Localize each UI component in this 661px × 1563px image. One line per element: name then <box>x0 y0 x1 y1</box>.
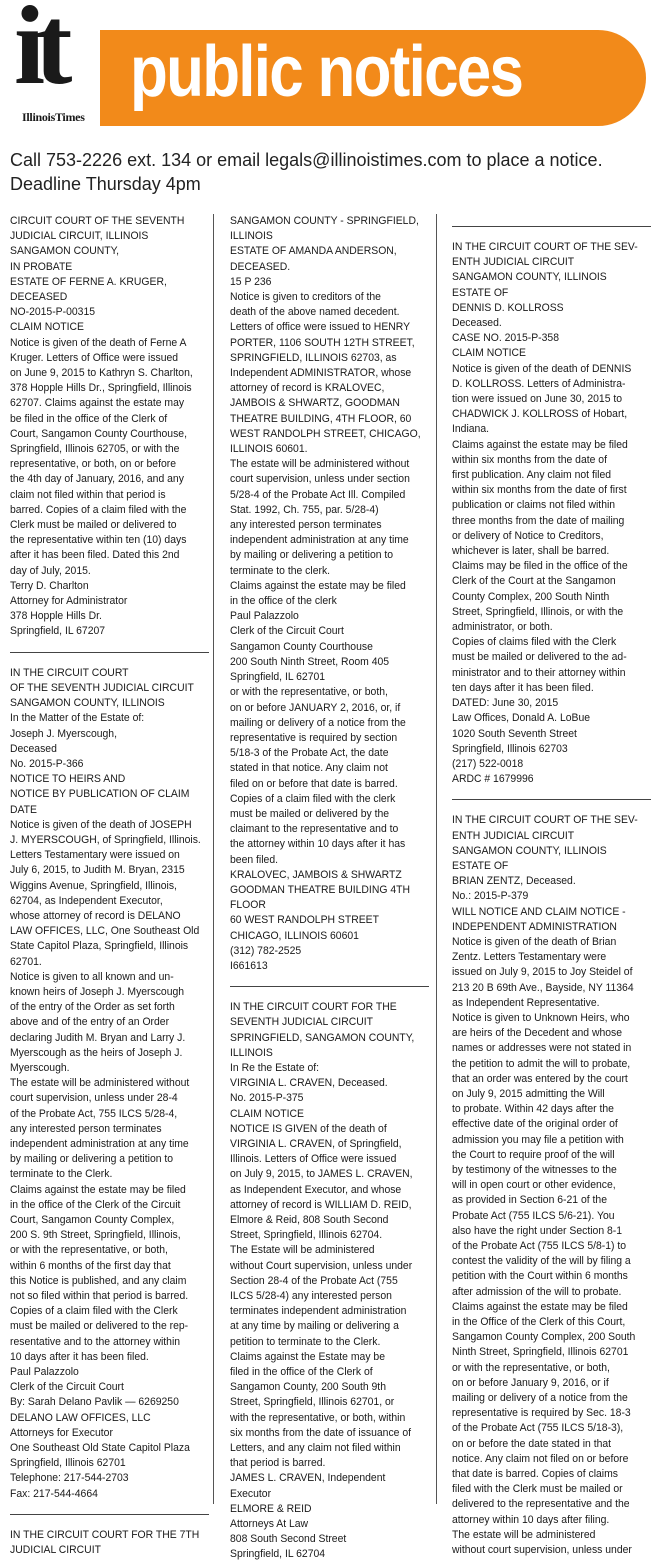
deadline-line: Deadline Thursday 4pm <box>10 174 201 194</box>
logo-letters: it <box>14 0 63 108</box>
contact-info <box>10 148 655 196</box>
title-banner <box>100 30 646 126</box>
legal-notice: SANGAMON COUNTY - SPRINGFIELD, ILLINOIS ESTATE OF AMANDA ANDERSON, DECEASED. 15 P 236 Notice is given to creditors of the death of the above named decedent. Letters of office were issued to HENRY PORTER, 1106 SOUTH 12TH STREET, SPRINGFIELD, ILLINOIS 62703, as Independent ADMINISTRATOR, whose attorney of record is KRALOVEC, JAMBOIS & SHWARTZ, GOODMAN THEATRE BUILDING, 4TH FLOOR, 60 WEST RANDOLPH STREET, CHICAGO, ILLINOIS 60601. The estate will be administered without court supervision, unless under section 5/28-4 of the Probate Act Ill. Compiled Stat. 1992, Ch. 755, par. 5/28-4) any interested person terminates independent administration at any time by mailing or delivering a petition to terminate to the clerk. Claims against the estate may be filed in the office of the clerk Paul Palazzolo Clerk of the Circuit Court Sangamon County Courthouse 200 South Ninth Street, Room 405 Springfield, IL 62701 or with the representative, or both, on or before JANUARY 2, 2016, or, if mailing or delivery of a notice from the representative is required by section 5/18-3 of the Probate Act, the date stated in that notice. Any claim not filed on or before that date is barred. Copies of a claim filed with the clerk must be mailed or delivered by the claimant to the representative and to the attorney within 10 days after it has been filed. KRALOVEC, JAMBOIS & SHWARTZ GOODMAN THEATRE BUILDING 4TH FLOOR 60 WEST RANDOLPH STREET CHICAGO, ILLINOIS 60601 (312) 782-2525 I661613 <box>230 215 421 972</box>
legal-notice: CIRCUIT COURT OF THE SEVENTH JUDICIAL CIRCUIT, ILLINOIS SANGAMON COUNTY, IN PROBATE ESTATE OF FERNE A. KRUGER, DECEASED NO-2015-P-00315 CLAIM NOTICE Notice is given of the death of Ferne A Kruger. Letters of Office were issued on June 9, 2015 to Kathryn S. Charlton, 378 Hopple Hills Dr., Springfield, Illinois 62707. Claims against the estate may be filed in the office of the Clerk of Court, Sangamon County Courthouse, Springfield, Illinois 62705, or with the representative, or both, on or before the 4th day of January, 2016, and any claim not filed within that period is barred. Copies of a claim filed with the Clerk must be mailed or delivered to the representative within ten (10) days after it has been filed. Dated this 2nd day of July, 2015. Terry D. Charlton Attorney for Administrator 378 Hopple Hills Dr. Springfield, IL 67207 <box>10 215 193 638</box>
page-title: public notices <box>130 32 523 112</box>
notice-separator <box>10 652 209 653</box>
legal-notice: IN THE CIRCUIT COURT OF THE SEVENTH JUDICIAL CIRCUIT SANGAMON COUNTY, ILLINOIS In the Matter of the Estate of: Joseph J. Myerscough, Deceased No. 2015-P-366 NOTICE TO HEIRS AND NOTICE BY PUBLICATION OF CLAIM DATE Notice is given of the death of JOSEPH J. MYERSCOUGH, of Springfield, Illinois. Letters Testamentary were issued on July 6, 2015, to Judith M. Bryan, 2315 Wiggins Avenue, Springfield, Illinois, 62704, as Independent Executor, whose attorney of record is DELANO LAW OFFICES, LLC, One Southeast Old State Capitol Plaza, Springfield, Illinois 62701. Notice is given to all known and un- known heirs of Joseph J. Myerscough of the entry of the Order as set forth above and of the entry of an Order declaring Judith M. Bryan and Larry J. Myerscough as the heirs of Joseph J. Myerscough. The estate will be administered without court supervision, unless under 28-4 of the Probate Act, 755 ILCS 5/28-4, any interested person terminates independent administration at any time by mailing or delivering a petition to terminate to the Clerk. Claims against the estate may be filed in the office of the Clerk of the Circuit Court, Sangamon County Complex, 200 S. 9th Street, Springfield, Illinois, or with the representative, or both, within 6 months of the first day that this Notice is published, and any claim not so filed within that period is barred. Copies of a claim filed with the Clerk must be mailed or delivered to the rep- resentative and to the attorney within 10 days after it has been filed. Paul Palazzolo Clerk of the Circuit Court By: Sarah Delano Pavlik — 6269250 DELANO LAW OFFICES, LLC Attorneys for Executor One Southeast Old State Capitol Plaza Springfield, Illinois 62701 Telephone: 217-544-2703 Fax: 217-544-4664 <box>10 666 201 1500</box>
notice-separator <box>452 799 651 800</box>
notice-separator <box>230 986 429 987</box>
contact-line: Call 753-2226 ext. 134 or email legals@illinoistimes.com to place a notice. <box>10 150 603 170</box>
legal-notice: IN THE CIRCUIT COURT FOR THE 7TH JUDICIAL CIRCUIT <box>10 1528 200 1557</box>
notices-column-2 <box>230 214 429 1563</box>
column-divider <box>213 214 214 1504</box>
logo-subtitle: IllinoisTimes <box>22 110 85 124</box>
notice-separator <box>10 1514 209 1515</box>
legal-notice: IN THE CIRCUIT COURT OF THE SEV- ENTH JUDICIAL CIRCUIT SANGAMON COUNTY, ILLINOIS ESTATE OF BRIAN ZENTZ, Deceased. No.: 2015-P-379 WILL NOTICE AND CLAIM NOTICE - INDEPENDENT ADMINISTRATION Notice is given of the death of Brian Zentz. Letters Testamentary were issued on July 9, 2015 to Joy Steidel of 213 20 B 69th Ave., Bayside, NY 11364 as Independent Representative. Notice is given to Unknown Heirs, who are heirs of the Decedent and whose names or addresses were not stated in the petition to admit the will to probate, that an order was entered by the court on July 9, 2015 admitting the Will to probate. Within 42 days after the effective date of the original order of admission you may file a petition with the Court to require proof of the will by testimony of the witnesses to the will in open court or other evidence, as provided in Section 6-21 of the Probate Act (755 ILCS 5/6-21). You also have the right under Section 8-1 of the Probate Act (755 ILCS 5/8-1) to contest the validity of the will by filing a petition with the Court within 6 months after admission of the will to probate. Claims against the estate may be filed in the Office of the Clerk of this Court, Sangamon County Complex, 200 South Ninth Street, Springfield, Illinois 62701 or with the representative, or both, on or before January 9, 2016, or if mailing or delivery of a notice from the representative is required by Sec. 18-3 of the Probate Act (755 ILCS 5/18-3), on or before the date stated in that notice. Any claim not filed on or before that date is barred. Copies of claims filed with the Clerk must be mailed or delivered to the representative and the attorney within 10 days after filing. The estate will be administered without court supervision, unless under <box>452 814 638 1557</box>
notices-column-3 <box>452 214 651 1558</box>
notice-separator <box>452 226 651 227</box>
column-divider <box>436 214 437 1504</box>
legal-notice: IN THE CIRCUIT COURT FOR THE SEVENTH JUDICIAL CIRCUIT SPRINGFIELD, SANGAMON COUNTY, ILLINOIS In Re the Estate of: VIRGINIA L. CRAVEN, Deceased. No. 2015-P-375 CLAIM NOTICE NOTICE IS GIVEN of the death of VIRGINIA L. CRAVEN, of Springfield, Illinois. Letters of Office were issued on July 9, 2015, to JAMES L. CRAVEN, as Independent Executor, and whose attorney of record is WILLIAM D. REID, Elmore & Reid, 808 South Second Street, Springfield, Illinois 62704. The Estate will be administered without Court supervision, unless under Section 28-4 of the Probate Act (755 ILCS 5/28-4) any interested person terminates independent administration at any time by mailing or delivering a petition to terminate to the Clerk. Claims against the Estate may be filed in the office of the Clerk of Sangamon County, 200 South 9th Street, Springfield, Illinois 62701, or with the representative, or both, within six months from the date of issuance of Letters, and any claim not filed within that period is barred. JAMES L. CRAVEN, Independent Executor ELMORE & REID Attorneys At Law 808 South Second Street Springfield, IL 62704 <box>230 1001 415 1561</box>
notices-column-1 <box>10 214 209 1558</box>
legal-notice: IN THE CIRCUIT COURT OF THE SEV- ENTH JUDICIAL CIRCUIT SANGAMON COUNTY, ILLINOIS ESTATE OF DENNIS D. KOLLROSS Deceased. CASE NO. 2015-P-358 CLAIM NOTICE Notice is given of the death of DENNIS D. KOLLROSS. Letters of Administra- tion were issued on June 30, 2015 to CHADWICK J. KOLLROSS of Hobart, Indiana. Claims against the estate may be filed within six months from the date of first publication. Any claim not filed within six months from the date of first publication or claims not filed within three months from the date of mailing or delivery of Notice to Creditors, whichever is later, shall be barred. Claims may be filed in the office of the Clerk of the Court at the Sangamon County Complex, 200 South Ninth Street, Springfield, Illinois, or with the administrator, or both. Copies of claims filed with the Clerk must be mailed or delivered to the ad- ministrator and to their attorney within ten days after it has been filed. DATED: June 30, 2015 Law Offices, Donald A. LoBue 1020 South Seventh Street Springfield, Illinois 62703 (217) 522-0018 ARDC # 1679996 <box>452 241 638 786</box>
